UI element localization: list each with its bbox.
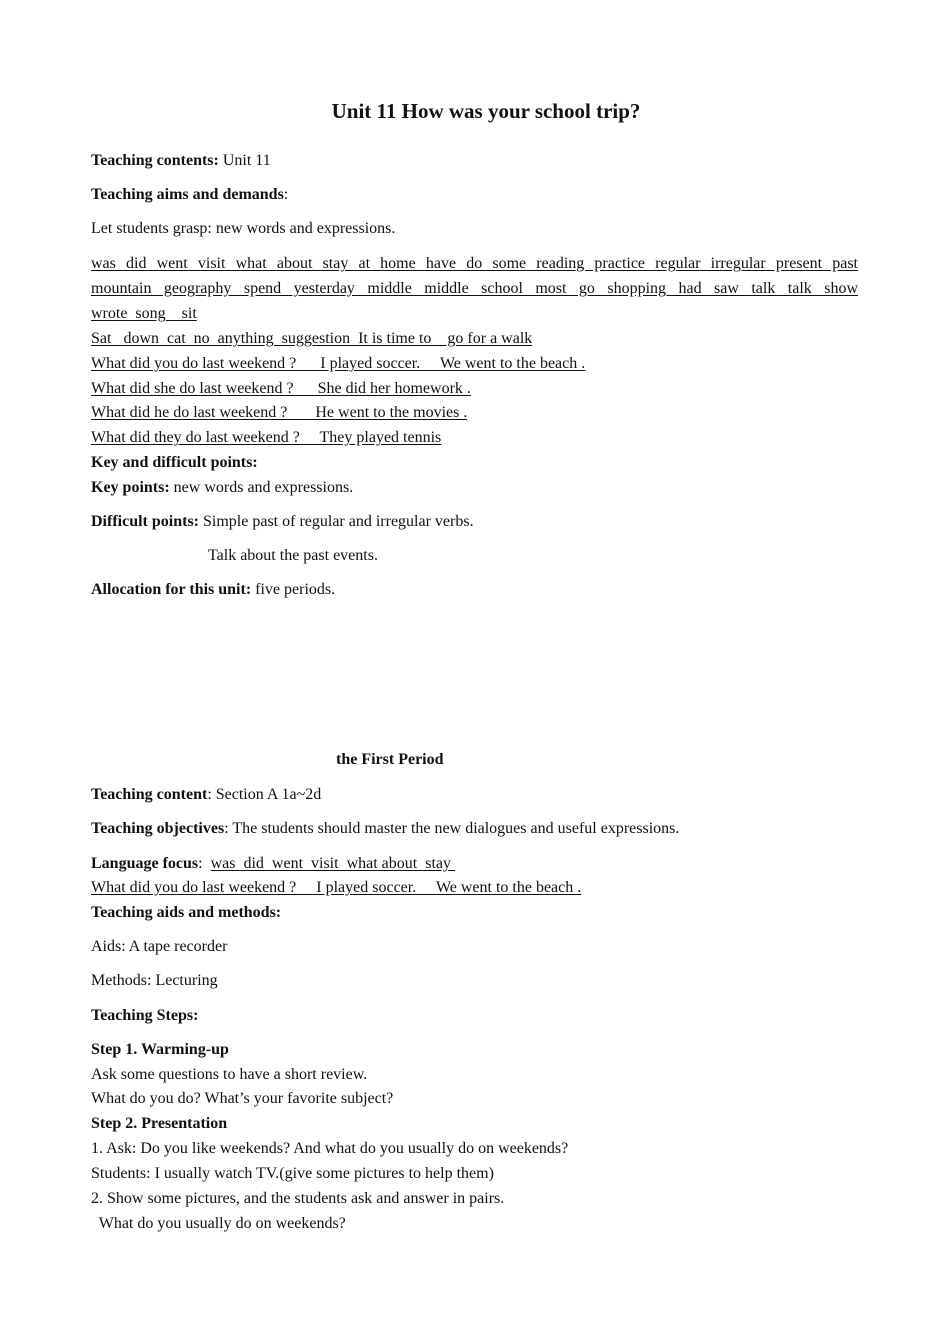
vocab-line-3: wrote song sit xyxy=(91,305,197,322)
step1-line-1: Ask some questions to have a short review. xyxy=(91,1066,368,1083)
allocation-value: five periods. xyxy=(251,581,336,598)
teaching-contents-line xyxy=(91,150,271,172)
dialogue-line-she: What did she do last weekend ? She did her homework . xyxy=(91,380,471,397)
step1-line-2: What do you do? What’s your favorite subject? xyxy=(91,1090,394,1107)
language-focus-label: Language focus xyxy=(91,855,199,872)
teaching-contents-label: Teaching contents: xyxy=(91,152,219,169)
language-focus-dialogue: What did you do last weekend ? I played soccer. We went to the beach . xyxy=(91,879,582,896)
teaching-content-line xyxy=(91,784,321,806)
grasp-line: Let students grasp: new words and expressions. xyxy=(91,220,396,237)
methods-line: Methods: Lecturing xyxy=(91,972,218,989)
allocation-line xyxy=(91,579,335,601)
teaching-objectives-line xyxy=(91,818,679,840)
teaching-steps-heading: Teaching Steps: xyxy=(91,1007,199,1024)
key-difficult-heading: Key and difficult points: xyxy=(91,454,258,471)
difficult-points-continued: Talk about the past events. xyxy=(208,547,378,564)
teaching-aims-colon: : xyxy=(283,186,289,203)
teaching-content-label: Teaching content xyxy=(91,786,208,803)
vocab-line-4: Sat down cat no anything suggestion It is time to go for a walk xyxy=(91,330,533,347)
unit-title: Unit 11 How was your school trip? xyxy=(331,99,641,123)
aids-methods-heading: Teaching aids and methods: xyxy=(91,904,282,921)
difficult-points-label: Difficult points: xyxy=(91,513,199,530)
language-focus-value: was did went visit what about stay xyxy=(210,855,455,872)
teaching-contents-value: Unit 11 xyxy=(218,152,271,169)
allocation-label: Allocation for this unit: xyxy=(91,581,252,598)
teaching-objectives-value: : The students should master the new dialogues and useful expressions. xyxy=(224,820,680,837)
key-points-label: Key points: xyxy=(91,479,170,496)
dialogue-line-he: What did he do last weekend ? He went to the movies . xyxy=(91,404,468,421)
period-title: the First Period xyxy=(336,751,444,768)
step2-line-4: What do you usually do on weekends? xyxy=(91,1215,346,1232)
aids-line: Aids: A tape recorder xyxy=(91,938,228,955)
dialogue-line-they: What did they do last weekend ? They played tennis xyxy=(91,429,442,446)
step2-heading: Step 2. Presentation xyxy=(91,1115,228,1132)
teaching-objectives-label: Teaching objectives xyxy=(91,820,225,837)
key-points-line xyxy=(91,477,353,499)
teaching-aims-line xyxy=(91,184,288,206)
step2-line-1: 1. Ask: Do you like weekends? And what do you usually do on weekends? xyxy=(91,1140,569,1157)
language-focus-colon: : xyxy=(198,855,211,872)
difficult-points-value: Simple past of regular and irregular verbs. xyxy=(199,513,474,530)
key-points-value: new words and expressions. xyxy=(169,479,354,496)
language-focus-line xyxy=(91,853,455,875)
step2-line-2: Students: I usually watch TV.(give some pictures to help them) xyxy=(91,1165,494,1182)
difficult-points-line xyxy=(91,511,474,533)
teaching-aims-label: Teaching aims and demands xyxy=(91,186,284,203)
step2-line-3: 2. Show some pictures, and the students ask and answer in pairs. xyxy=(91,1190,505,1207)
vocab-line-1: was did went visit what about stay at home have do some reading practice regular irregular present past xyxy=(91,255,858,272)
dialogue-line-you: What did you do last weekend ? I played soccer. We went to the beach . xyxy=(91,355,586,372)
teaching-content-value: : Section A 1a~2d xyxy=(207,786,322,803)
vocab-line-2: mountain geography spend yesterday middle middle school most go shopping had saw talk talk show xyxy=(91,280,858,297)
step1-heading: Step 1. Warming-up xyxy=(91,1041,229,1058)
